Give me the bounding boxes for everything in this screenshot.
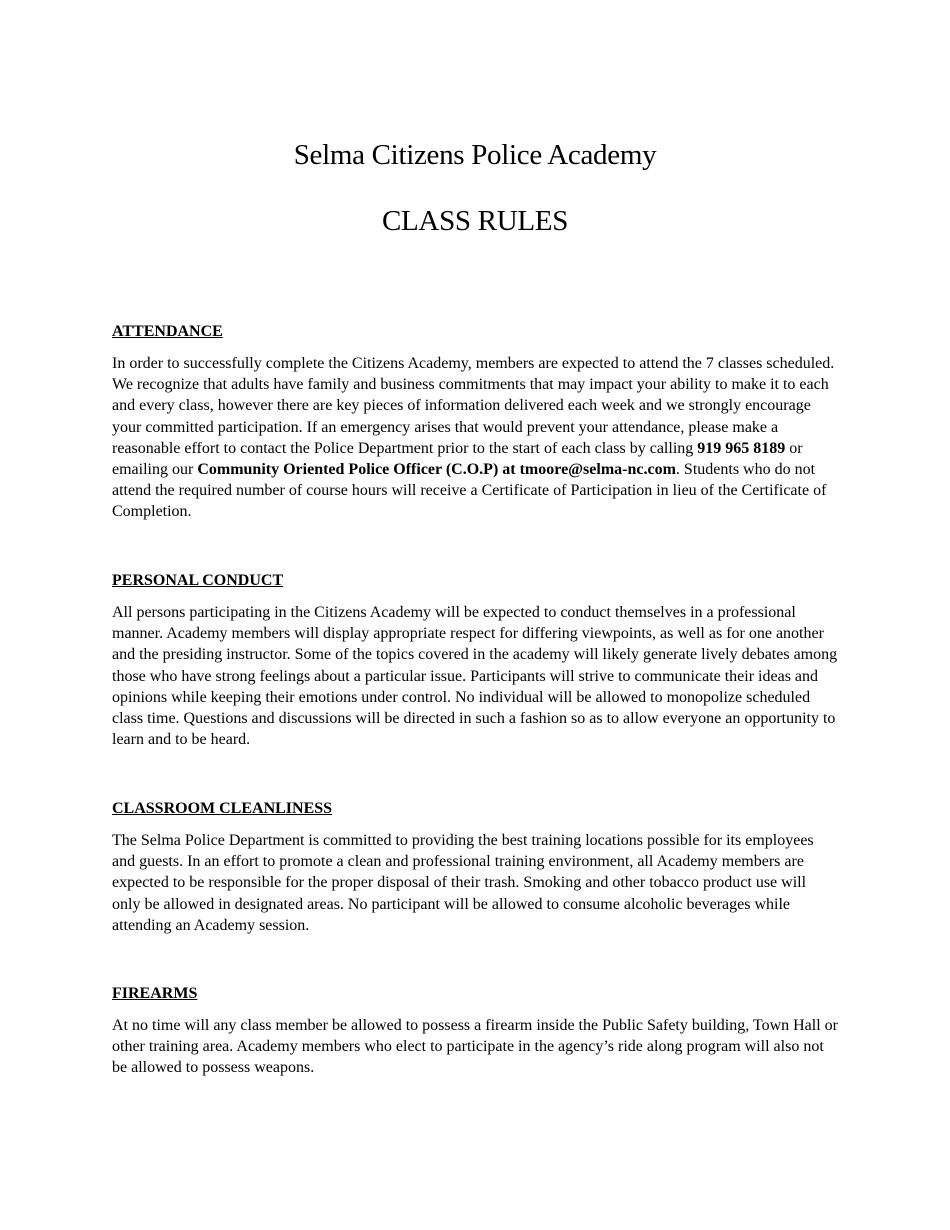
section-heading-firearms: FIREARMS (112, 985, 198, 1002)
section-classroom-cleanliness (112, 798, 838, 936)
section-attendance (112, 321, 838, 523)
section-body-classroom-cleanliness: The Selma Police Department is committed to providing the best training locations possible for its employees and guests. In an effort to promote a clean and professional training environment, all Academy members are expected to be responsible for the proper disposal of their trash. Smoking and other tobacco product use will only be allowed in designated areas. No participant will be allowed to consume alcoholic beverages while attending an Academy session. (112, 832, 814, 934)
section-body-personal-conduct: All persons participating in the Citizens Academy will be expected to conduct themselves in a professional manner. Academy members will display appropriate respect for differing viewpoints, as well as for one another and the presiding instructor. Some of the topics covered in the academy will likely generate lively debates among those who have strong feelings about a particular issue. Participants will strive to communicate their ideas and opinions while keeping their emotions under control. No individual will be allowed to monopolize scheduled class time. Questions and discussions will be directed in such a fashion so as to allow everyone an opportunity to learn and to be heard. (112, 604, 838, 749)
section-heading-attendance: ATTENDANCE (112, 323, 223, 340)
section-body-attendance (112, 353, 838, 523)
attendance-contact: Community Oriented Police Officer (C.O.P) at tmoore@selma-nc.com (197, 461, 676, 479)
attendance-text-part3: . Students who do not attend the required number of course hours will receive a Certificate of Participation in lieu of the Certificate of Completion. (112, 461, 827, 521)
attendance-phone: 919 965 8189 (697, 439, 786, 457)
section-firearms (112, 983, 838, 1079)
section-heading-classroom-cleanliness: CLASSROOM CLEANLINESS (112, 800, 333, 817)
attendance-text-part2: or emailing our (112, 439, 803, 479)
attendance-text-part1: In order to successfully complete the Citizens Academy, members are expected to attend the 7 classes scheduled. We recognize that adults have family and business commitments that may impact your ability to make it to each and every class, however there are key pieces of information delivered each week and we strongly encourage your committed participation. If an emergency arises that would prevent your attendance, please make a reasonable effort to contact the Police Department prior to the start of each class by calling (112, 355, 835, 457)
document-title: Selma Citizens Police Academy (293, 139, 657, 171)
section-heading-personal-conduct: PERSONAL CONDUCT (112, 572, 284, 589)
section-body-firearms: At no time will any class member be allowed to possess a firearm inside the Public Safety building, Town Hall or other training area. Academy members who elect to participate in the agency’s ride along program will also not be allowed to possess weapons. (112, 1017, 838, 1077)
section-personal-conduct (112, 570, 838, 750)
document-subtitle: CLASS RULES (381, 205, 569, 237)
